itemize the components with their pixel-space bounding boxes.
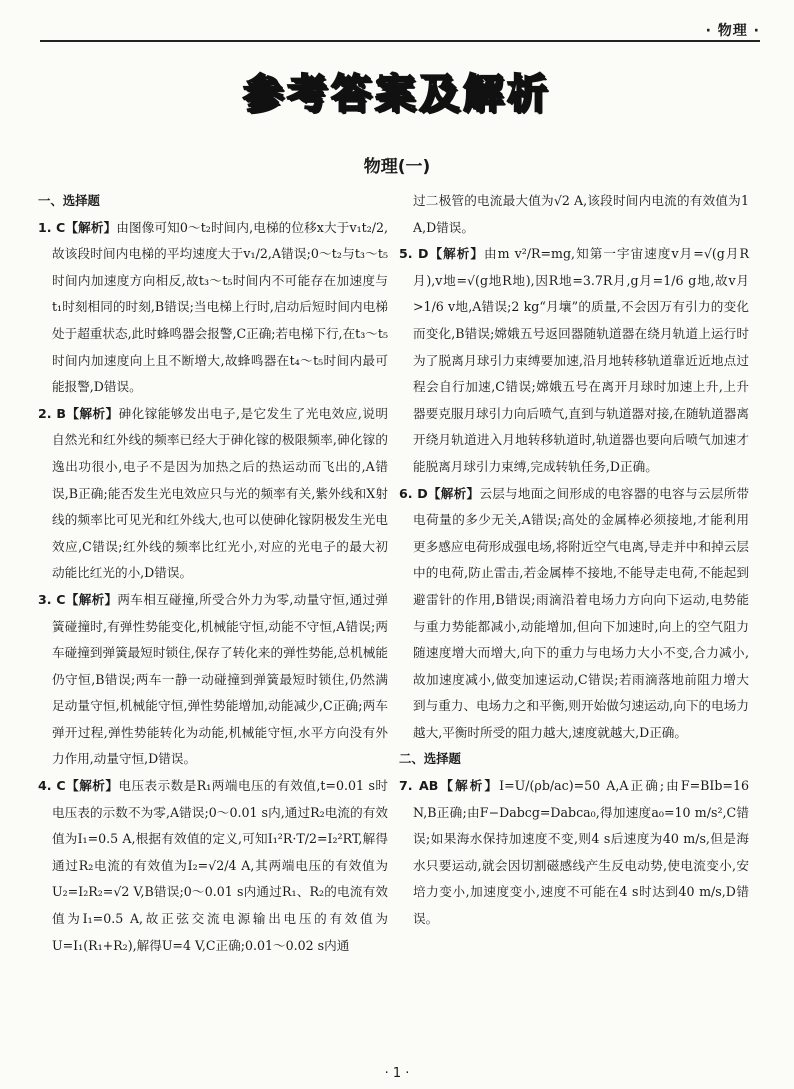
analysis-tag: 【解析】 <box>65 778 119 794</box>
item-number: 3. C <box>38 591 66 607</box>
item-number: 6. D <box>399 485 428 501</box>
section-heading-choice: 一、选择题 <box>38 193 100 208</box>
item-text: I=U/(ρb/ac)=50 A,A正确;由F=BIb=16 N,B正确;由F−Dabcg=Dabca₀,得加速度a₀=10 m/s²,C错误;如果海水保持加速度不变,则4 s后速度为40 m/s,但是海水只要运动,就会因切割磁感线产生反电动势,使电流变小,安培力变小,加速度变小,速度不可能在4 s时达到40 m/s,D错误。 <box>413 778 750 927</box>
item-text: 电压表示数是R₁两端电压的有效值,t=0.01 s时电压表的示数不为零,A错误;0～0.01 s内,通过R₂电流的有效值为I₁=0.5 A,根据有效值的定义,可知I₁²R·T/2=I₂²RT,解得通过R₂电流的有效值为I₂=√2/4 A,其两端电压的有效值为U₂=I₂R₂=√2 V,B错误;0～0.01 s内通过R₁、R₂的电流有效值为I₁=0.5 A,故正弦交流电源输出电压的有效值为U=I₁(R₁+R₂),解得U=4 V,C正确;0.01～0.02 s内通 <box>52 778 389 953</box>
subject-tag: · 物理 · <box>705 23 760 39</box>
answer-item <box>399 773 749 933</box>
item-number: 1. C <box>38 219 66 235</box>
analysis-tag: 【解析】 <box>427 485 480 501</box>
item-number: 5. D <box>399 246 429 262</box>
page-number: · 1 · <box>384 1066 410 1081</box>
answer-item <box>38 773 388 959</box>
item-number: 2. B <box>38 405 66 421</box>
item-text: 云层与地面之间形成的电容器的电容与云层所带电荷量的多少无关,A错误;高处的金属棒必须接地,才能利用更多感应电荷形成强电场,将附近空气电离,导走并中和掉云层中的电荷,防止雷击,若金属棒不接地,不能导走电荷,不能起到避雷针的作用,B错误;雨滴沿着电场力方向向下运动,电势能与重力势能都减小,动能增加,但向下加速时,向上的空气阻力随速度增大而增大,向下的重力与电场力大小不变,合力减小,故加速度减小,做变加速运动,C错误;若雨滴落地前阻力增大到与重力、电场力之和平衡,则开始做匀速运动,向下的电场力越大,平衡时所受的阻力越大,速度就越大,D正确。 <box>413 485 750 740</box>
section-title: 物理(一) <box>363 157 431 177</box>
left-column <box>38 188 388 959</box>
analysis-tag: 【解析】 <box>438 778 500 794</box>
item-text: 由图像可知0～t₂时间内,电梯的位移x大于v₁t₂/2,故该段时间内电梯的平均速度大于v₁/2,A错误;0～t₂与t₃～t₅时间内加速度方向相反,故t₃～t₅时间内不可能存在加速度与t₁时刻相同的时刻,B错误;当电梯上行时,启动后短时间内电梯处于超重状态,此时蜂鸣器会报警,C正确;若电梯下行,在t₃～t₅时间内加速度向上且不断增大,故蜂鸣器在t₄～t₅时间内最可能报警,D错误。 <box>52 219 388 395</box>
answer-item <box>38 401 388 587</box>
page-title-banner: 参考答案及解析 <box>243 71 551 117</box>
answer-item <box>399 241 749 480</box>
analysis-tag: 【解析】 <box>428 246 484 262</box>
answer-item <box>399 481 749 747</box>
item-number: 4. C <box>38 778 66 794</box>
answer-item <box>38 587 388 773</box>
analysis-tag: 【解析】 <box>65 405 119 421</box>
item-number: 7. AB <box>399 778 439 794</box>
item-continuation: 过二极管的电流最大值为√2 A,该段时间内电流的有效值为1 A,D错误。 <box>413 193 749 235</box>
section-heading-choice-2: 二、选择题 <box>399 751 461 767</box>
item-text: 由m v²/R=mg,知第一宇宙速度v月=√(g月R月),v地=√(g地R地),因R地=3.7R月,g月=1/6 g地,故v月>1/6 v地,A错误;2 kg“月壤”的质量,不会因万有引力的变化而变化,B错误;嫦娥五号返回器随轨道器在绕月轨道上运行时为了脱离月球引力束缚要加速,沿月地转移轨道靠近近地点过程会自行加速,C错误;嫦娥五号在离开月球时加速上升,上升器要克服月球引力向后喷气,直到与轨道器对接,在随轨道器离开绕月轨道进入月地转移轨道时,轨道器也要向后喷气加速才能脱离月球引力束缚,完成转轨任务,D正确。 <box>413 246 750 474</box>
right-column <box>399 188 749 933</box>
item-text: 两车相互碰撞,所受合外力为零,动量守恒,通过弹簧碰撞时,有弹性势能变化,机械能守恒,动能不守恒,A错误;两车碰撞到弹簧最短时锁住,保存了转化来的弹性势能,总机械能仍守恒,B错误;两车一静一动碰撞到弹簧最短时锁住,仍然满足动量守恒,机械能守恒,弹性势能增加,动能减少,C正确;两车弹开过程,弹性势能转化为动能,机械能守恒,水平方向没有外力作用,动量守恒,D错误。 <box>52 591 388 767</box>
answer-item <box>38 215 388 401</box>
analysis-tag: 【解析】 <box>65 591 118 607</box>
top-rule <box>40 40 760 42</box>
analysis-tag: 【解析】 <box>65 219 117 235</box>
item-text: 砷化镓能够发出电子,是它发生了光电效应,说明自然光和红外线的频率已经大于砷化镓的极限频率,砷化镓的逸出功很小,电子不是因为加热之后的热运动而飞出的,A错误,B正确;能否发生光电效应只与光的频率有关,紫外线和X射线的频率比可见光和红外线大,也可以使砷化镓阴极发生光电效应,C错误;红外线的频率比红光小,对应的光电子的最大初动能比红光的小,D错误。 <box>52 405 388 581</box>
